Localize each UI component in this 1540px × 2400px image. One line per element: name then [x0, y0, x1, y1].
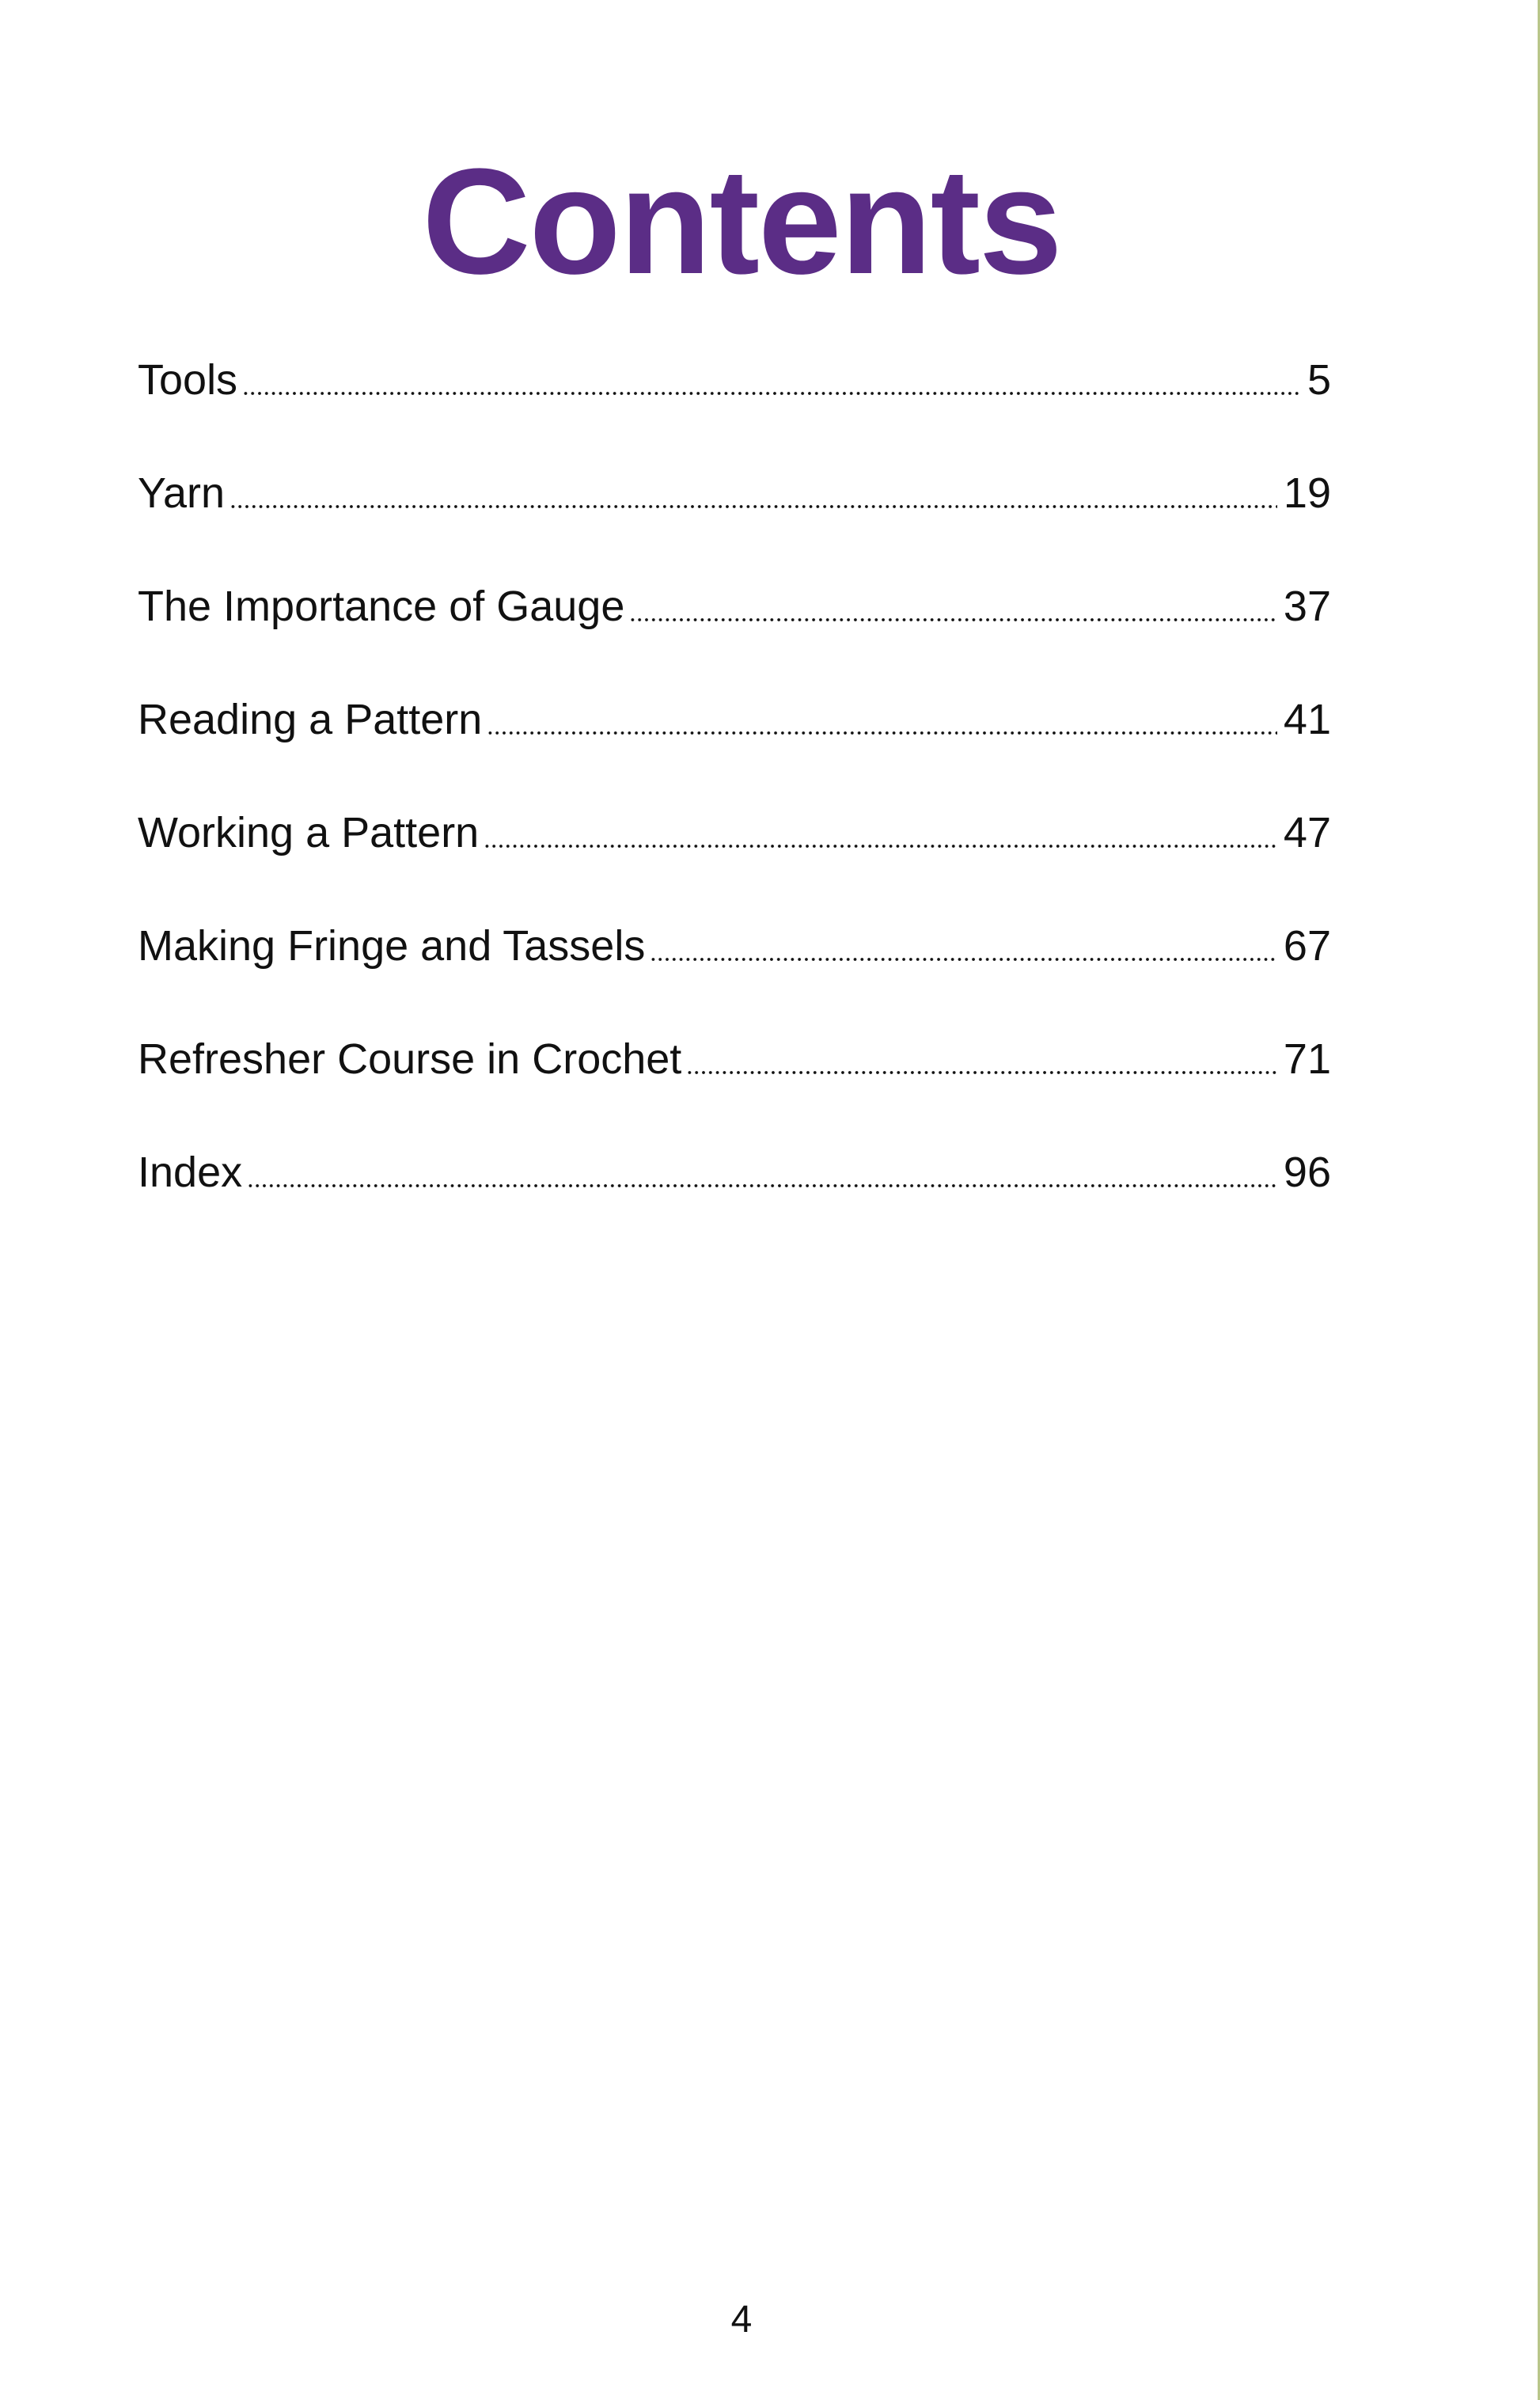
table-of-contents	[138, 345, 1331, 1251]
toc-entry[interactable]	[138, 458, 1331, 572]
toc-entry[interactable]	[138, 798, 1331, 911]
toc-leader-dots	[686, 1071, 1277, 1074]
toc-entry[interactable]	[138, 572, 1331, 685]
toc-entry-title: Refresher Course in Crochet	[138, 1035, 682, 1083]
toc-entry-page: 71	[1283, 1035, 1331, 1083]
toc-entry-title: Yarn	[138, 469, 226, 517]
toc-leader-dots	[247, 1184, 1277, 1187]
toc-entry-page: 47	[1283, 809, 1331, 856]
toc-entry[interactable]	[138, 1024, 1331, 1137]
page-number: 4	[730, 2299, 753, 2341]
toc-entry-page: 67	[1283, 922, 1331, 970]
toc-entry[interactable]	[138, 345, 1331, 458]
toc-entry-title: Working a Pattern	[138, 809, 480, 856]
toc-entry[interactable]	[138, 911, 1331, 1024]
page-title: Contents	[422, 138, 1061, 306]
toc-entry-page: 19	[1283, 469, 1331, 517]
toc-entry-page: 37	[1283, 583, 1331, 630]
toc-entry-title: Index	[138, 1149, 243, 1196]
toc-entry-title: The Importance of Gauge	[138, 583, 625, 630]
toc-entry-page: 5	[1307, 356, 1331, 404]
toc-leader-dots	[242, 392, 1301, 395]
toc-leader-dots	[650, 958, 1277, 961]
toc-entry-page: 41	[1283, 696, 1331, 743]
toc-leader-dots	[487, 731, 1277, 735]
toc-entry[interactable]	[138, 1137, 1331, 1251]
toc-entry-title: Tools	[138, 356, 238, 404]
toc-entry[interactable]	[138, 685, 1331, 798]
toc-leader-dots	[484, 845, 1277, 848]
toc-leader-dots	[229, 505, 1277, 508]
toc-leader-dots	[629, 618, 1277, 621]
toc-entry-title: Making Fringe and Tassels	[138, 922, 646, 970]
toc-entry-page: 96	[1283, 1149, 1331, 1196]
toc-entry-title: Reading a Pattern	[138, 696, 483, 743]
